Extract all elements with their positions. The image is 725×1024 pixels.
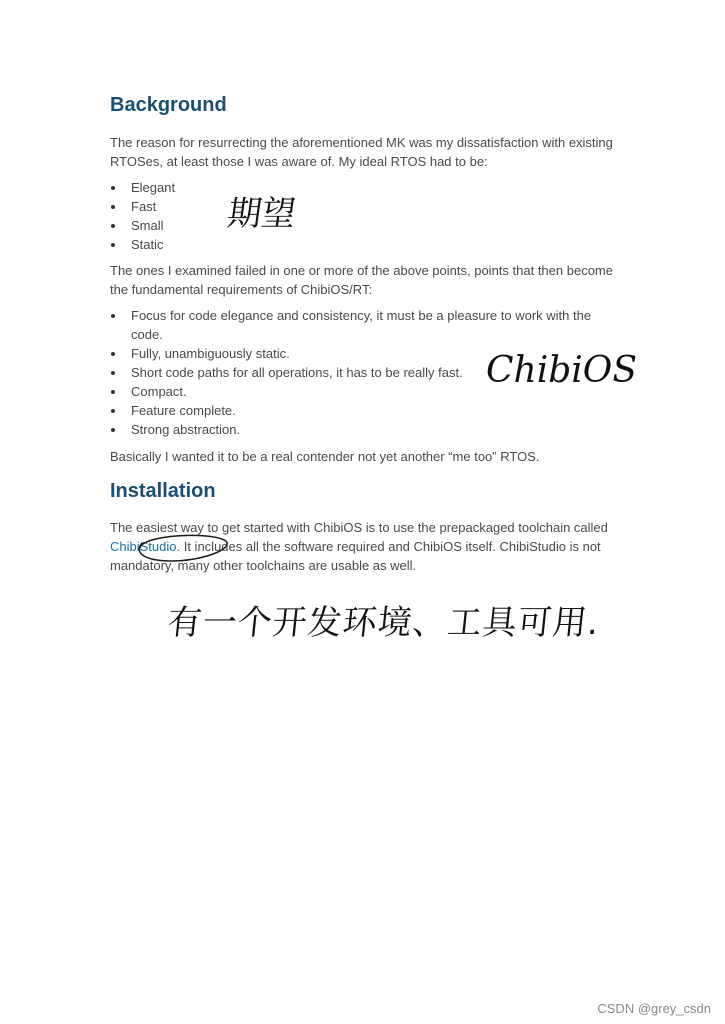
list-item: Fully, unambiguously static. bbox=[110, 344, 600, 363]
list-item: Short code paths for all operations, it has to be really fast. bbox=[110, 363, 600, 382]
list-item: Static bbox=[110, 235, 610, 254]
installation-text-after-link: . It includes all the software required and ChibiOS itself. ChibiStudio is not mandatory, many other toolchains are usable as well. bbox=[110, 539, 601, 573]
ideal-rtos-list bbox=[110, 178, 610, 254]
installation-text-before-link: The easiest way to get started with ChibiOS is to use the prepackaged toolchain called bbox=[110, 520, 608, 535]
handwritten-toolchain-note: 有一个开发环境、工具可用. bbox=[165, 603, 602, 643]
list-item: Elegant bbox=[110, 178, 610, 197]
handwritten-expectation-note: 期望 bbox=[224, 194, 299, 234]
background-heading: Background bbox=[110, 94, 227, 116]
list-item: Compact. bbox=[110, 382, 600, 401]
list-item: Focus for code elegance and consistency, it must be a pleasure to work with the code. bbox=[110, 306, 600, 344]
list-item: Strong abstraction. bbox=[110, 420, 600, 439]
chibistudio-link[interactable]: ChibiStudio bbox=[110, 539, 177, 554]
background-closing: Basically I wanted it to be a real contender not yet another “me too” RTOS. bbox=[110, 449, 540, 464]
failed-requirements-paragraph: The ones I examined failed in one or more of the above points, points that then become the fundamental requirements of ChibiOS/RT: bbox=[110, 263, 613, 297]
background-intro: The reason for resurrecting the aforementioned MK was my dissatisfaction with existing RTOSes, at least those I was aware of. My ideal RTOS had to be: bbox=[110, 135, 613, 169]
handwritten-chibios-note: ChibiOS bbox=[486, 350, 637, 391]
installation-heading: Installation bbox=[110, 480, 216, 502]
list-item: Fast bbox=[110, 197, 610, 216]
list-item: Feature complete. bbox=[110, 401, 600, 420]
csdn-watermark: CSDN @grey_csdn bbox=[597, 1001, 711, 1016]
list-item: Small bbox=[110, 216, 610, 235]
handwritten-circle-mark bbox=[130, 529, 234, 565]
